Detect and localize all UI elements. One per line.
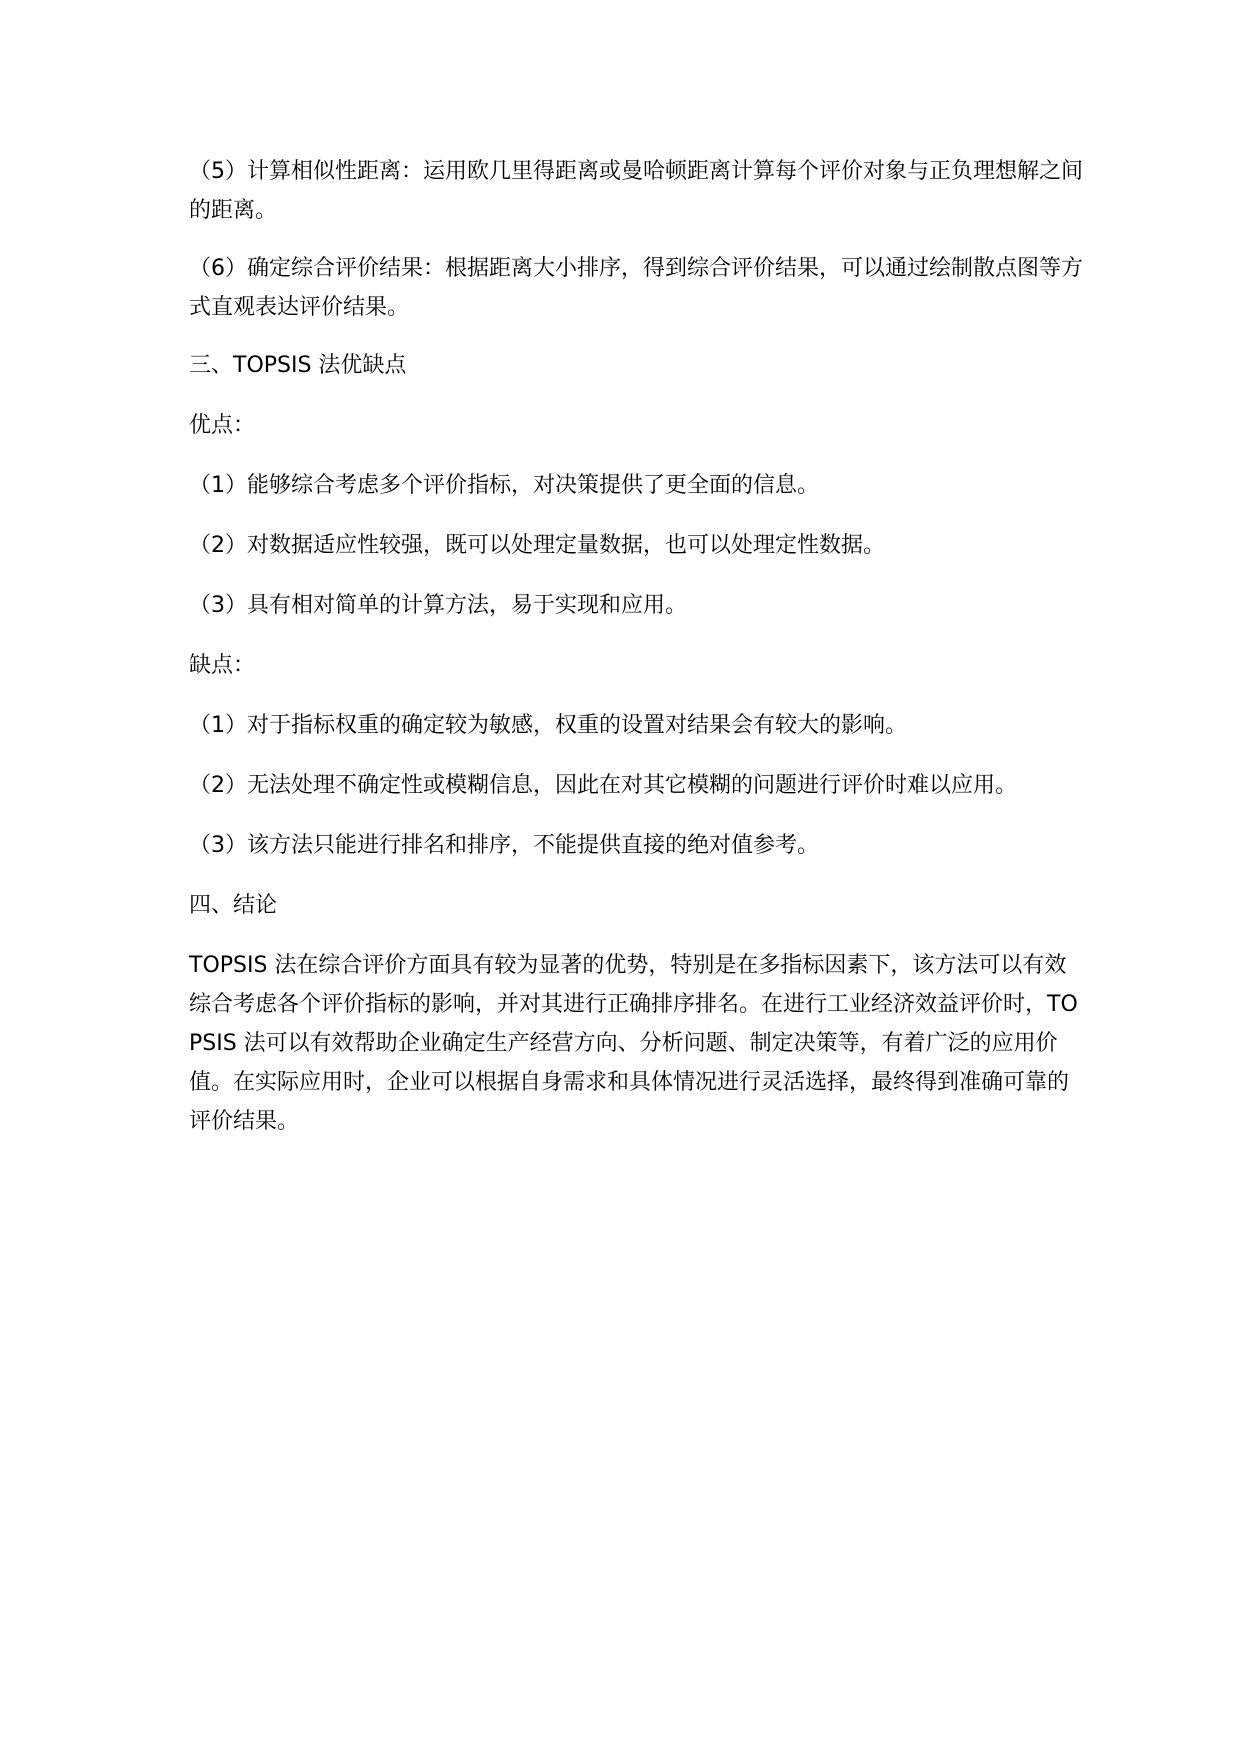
advantages-heading: 优点：	[189, 413, 256, 438]
step-5-paragraph: （5）计算相似性距离：运用欧几里得距离或曼哈顿距离计算每个评价对象与正负理想解之间的距离。	[189, 159, 1084, 223]
advantage-item-1: （1）能够综合考虑多个评价指标，对决策提供了更全面的信息。	[189, 473, 819, 498]
conclusion-paragraph: TOPSIS 法在综合评价方面具有较为显著的优势，特别是在多指标因素下，该方法可以有效综合考虑各个评价指标的影响，并对其进行正确排序排名。在进行工业经济效益评价时，TOPSIS 法可以有效帮助企业确定生产经营方向、分析问题、制定决策等，有着广泛的应用价值。在实际应用时，企业可以根据自身需求和具体情况进行灵活选择，最终得到准确可靠的评价结果。	[189, 953, 1078, 1134]
step-6-paragraph: （6）确定综合评价结果：根据距离大小排序，得到综合评价结果，可以通过绘制散点图等方式直观表达评价结果。	[189, 256, 1084, 320]
advantage-item-3: （3）具有相对简单的计算方法，易于实现和应用。	[189, 593, 687, 618]
document-body	[189, 152, 1084, 1160]
section-heading-pros-cons: 三、TOPSIS 法优缺点	[189, 353, 407, 378]
advantage-item-2: （2）对数据适应性较强，既可以处理定量数据，也可以处理定性数据。	[189, 533, 885, 558]
disadvantages-heading: 缺点：	[189, 653, 256, 678]
section-heading-conclusion: 四、结论	[189, 893, 278, 918]
disadvantage-item-1: （1）对于指标权重的确定较为敏感，权重的设置对结果会有较大的影响。	[189, 713, 907, 738]
disadvantage-item-3: （3）该方法只能进行排名和排序，不能提供直接的绝对值参考。	[189, 833, 819, 858]
disadvantage-item-2: （2）无法处理不确定性或模糊信息，因此在对其它模糊的问题进行评价时难以应用。	[189, 773, 1017, 798]
